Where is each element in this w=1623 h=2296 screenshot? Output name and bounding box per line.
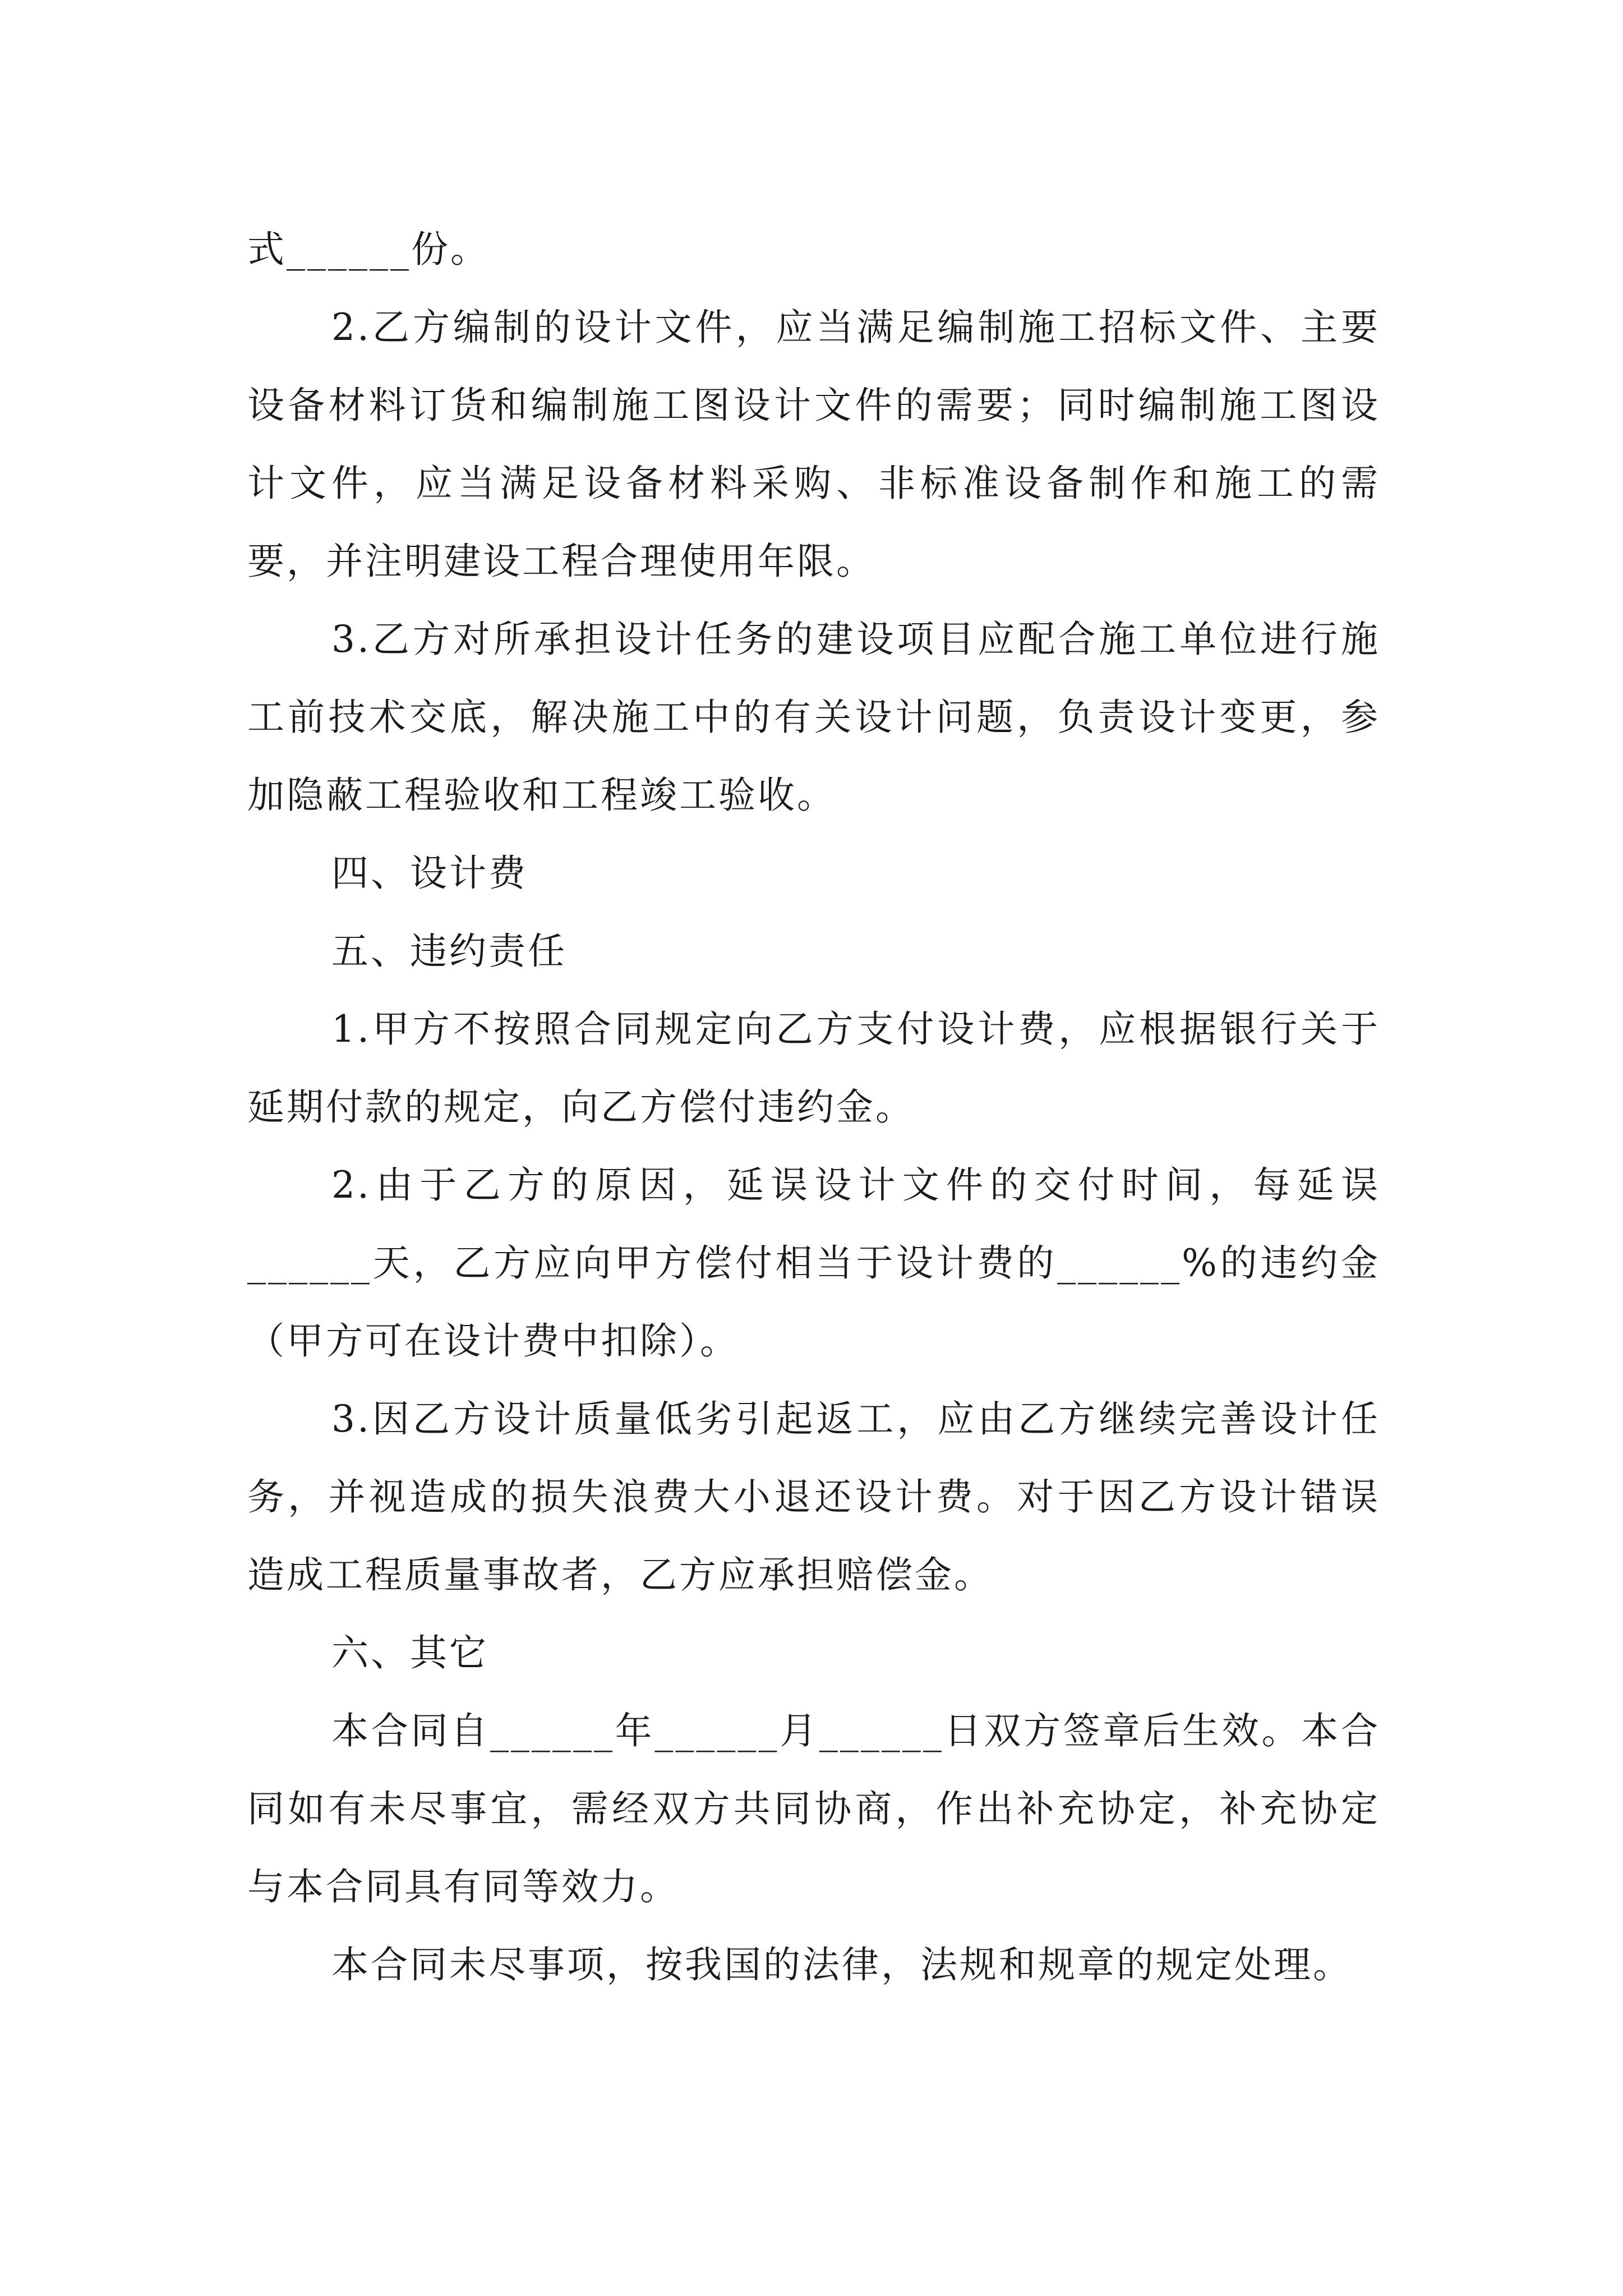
section-heading-liability: 五、违约责任 (331, 930, 567, 973)
paragraph-design-docs-requirements: 2.乙方编制的设计文件，应当满足编制施工招标文件、主要设备材料订货和编制施工图设计文件的需要；同时编制施工图设计文件，应当满足设备材料采购、非标准设备制作和施工的需要，并注明建设工程合理使用年限。 (247, 306, 1380, 583)
contract-body (247, 210, 1380, 2004)
paragraph-quality-rework: 3.因乙方设计质量低劣引起返工，应由乙方继续完善设计任务，并视造成的损失浪费大小退还设计费。对于因乙方设计错误造成工程质量事故者，乙方应承担赔偿金。 (247, 1397, 1380, 1596)
paragraph-late-payment: 1.甲方不按照合同规定向乙方支付设计费，应根据银行关于延期付款的规定，向乙方偿付违约金。 (247, 1007, 1380, 1129)
paragraph-construction-cooperation: 3.乙方对所承担设计任务的建设项目应配合施工单位进行施工前技术交底，解决施工中的有关设计问题，负责设计变更，参加隐蔽工程验收和工程竣工验收。 (247, 618, 1380, 817)
paragraph-effective-date: 本合同自______年______月______日双方签章后生效。本合同如有未尽事宜，需经双方共同协商，作出补充协定，补充协定与本合同具有同等效力。 (247, 1709, 1380, 1908)
section-heading-other: 六、其它 (331, 1631, 488, 1674)
paragraph-copies: 式______份。 (247, 228, 490, 271)
section-heading-design-fee: 四、设计费 (331, 852, 528, 895)
paragraph-delay-penalty: 2.由于乙方的原因，延误设计文件的交付时间，每延误______天，乙方应向甲方偿付相当于设计费的______%的违约金（甲方可在设计费中扣除）。 (247, 1163, 1380, 1363)
paragraph-law-reference: 本合同未尽事项，按我国的法律，法规和规章的规定处理。 (331, 1943, 1352, 1986)
